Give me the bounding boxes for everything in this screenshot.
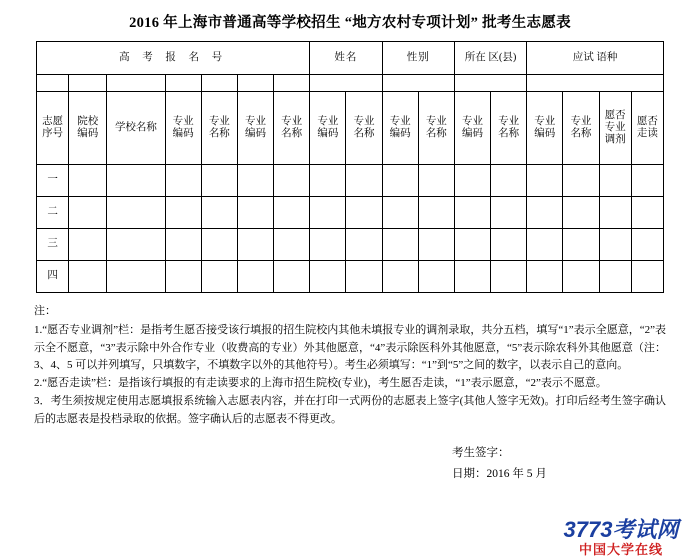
cell-r4-c6[interactable] — [274, 261, 310, 293]
col-head-10-line1: 专业 — [425, 115, 447, 127]
cell-r1-c11[interactable] — [454, 165, 490, 197]
col-head-12-line1: 专业 — [498, 115, 520, 127]
col-head-5 — [237, 92, 273, 165]
col-head-10 — [418, 92, 454, 165]
header-district — [454, 42, 526, 75]
cell-r2-c1[interactable] — [69, 197, 107, 229]
cell-r2-c4[interactable] — [201, 197, 237, 229]
col-head-1-line2: 编码 — [77, 128, 99, 139]
cell-r3-c8[interactable] — [346, 229, 382, 261]
cell-r4-c9[interactable] — [382, 261, 418, 293]
cell-r3-c7[interactable] — [310, 229, 346, 261]
header-district-line1: 所在 — [464, 51, 486, 63]
notes-section — [34, 303, 666, 429]
cell-r3-c11[interactable] — [454, 229, 490, 261]
cell-r2-c16[interactable] — [631, 197, 663, 229]
col-head-7-line1: 专业 — [317, 115, 339, 127]
exam-number-boxes-row — [37, 75, 664, 92]
cell-r2-c12[interactable] — [491, 197, 527, 229]
cell-r2-c8[interactable] — [346, 197, 382, 229]
exam-number-box-4[interactable] — [165, 75, 201, 92]
cell-r2-c11[interactable] — [454, 197, 490, 229]
col-head-6-line2: 名称 — [281, 128, 303, 139]
cell-r3-c14[interactable] — [563, 229, 599, 261]
col-head-16-line2: 走读 — [636, 128, 658, 139]
exam-number-box-1[interactable] — [37, 75, 69, 92]
note-item-3: 3．考生须按规定使用志愿填报系统输入志愿表内容，并在打印一式两份的志愿表上签字(其他人签字无效)。打印后经考生签字确认后的志愿表是投档录取的依据。签字确认后的志愿表不得更改。 — [34, 395, 666, 425]
row-index-4: 四 — [37, 261, 69, 293]
cell-r1-c2[interactable] — [107, 165, 165, 197]
exam-number-box-6[interactable] — [237, 75, 273, 92]
note-item-1: 1.“愿否专业调剂”栏：是指考生愿否接受该行填报的招生院校内其他未填报专业的调剂录取，共分五档，填写“1”表示全愿意，“2”表示全不愿意，“3”表示除中外合作专业（收费高的专业）外其他愿意，“4”表示除医科外其他愿意，“5”表示除农科外其他愿意（注：3、4、5 可以并列填写，只填数字，不填数字以外的其他符号）。考生必须填写：“1”到“5”之间的数字，以表示自己的意向。 — [34, 323, 666, 372]
cell-r4-c3[interactable] — [165, 261, 201, 293]
cell-r2-c14[interactable] — [563, 197, 599, 229]
col-head-5-line2: 编码 — [244, 128, 266, 139]
col-head-15 — [599, 92, 631, 165]
header-gender: 性别 — [382, 42, 454, 75]
cell-r2-c10[interactable] — [418, 197, 454, 229]
cell-r2-c7[interactable] — [310, 197, 346, 229]
col-head-5-line1: 专业 — [244, 115, 266, 127]
col-head-10-line2: 名称 — [425, 128, 447, 139]
col-head-0-line2: 序号 — [42, 128, 64, 139]
watermark-top — [546, 519, 696, 541]
col-head-3 — [165, 92, 201, 165]
table-row — [37, 165, 664, 197]
cell-r4-c15[interactable] — [599, 261, 631, 293]
cell-r2-c5[interactable] — [237, 197, 273, 229]
col-head-4-line1: 专业 — [208, 115, 230, 127]
watermark — [546, 519, 696, 558]
watermark-top-text: 考试网 — [612, 517, 679, 543]
cell-r3-c4[interactable] — [201, 229, 237, 261]
cell-r2-c6[interactable] — [274, 197, 310, 229]
cell-r3-c6[interactable] — [274, 229, 310, 261]
cell-r4-c8[interactable] — [346, 261, 382, 293]
cell-r1-c13[interactable] — [527, 165, 563, 197]
header-language — [527, 42, 664, 75]
col-head-15-line2: 调剂 — [604, 134, 626, 146]
col-head-12 — [491, 92, 527, 165]
cell-r1-c8[interactable] — [346, 165, 382, 197]
header-language-line1: 应试 — [572, 51, 594, 63]
cell-r4-c11[interactable] — [454, 261, 490, 293]
cell-r3-c16[interactable] — [631, 229, 663, 261]
col-head-12-line2: 名称 — [498, 128, 520, 139]
candidate-signature-label: 考生签字： — [452, 446, 510, 459]
cell-r4-c7[interactable] — [310, 261, 346, 293]
row-index-3: 三 — [37, 229, 69, 261]
col-head-7-line2: 编码 — [317, 128, 339, 139]
cell-r3-c1[interactable] — [69, 229, 107, 261]
gender-value-cell[interactable] — [382, 75, 454, 92]
cell-r4-c16[interactable] — [631, 261, 663, 293]
row-index-2: 二 — [37, 197, 69, 229]
cell-r3-c12[interactable] — [491, 229, 527, 261]
col-head-6 — [274, 92, 310, 165]
cell-r3-c13[interactable] — [527, 229, 563, 261]
cell-r4-c10[interactable] — [418, 261, 454, 293]
col-head-11 — [454, 92, 490, 165]
cell-r1-c3[interactable] — [165, 165, 201, 197]
header-district-line2: 区(县) — [488, 51, 517, 63]
cell-r1-c16[interactable] — [631, 165, 663, 197]
col-head-11-line2: 编码 — [461, 128, 483, 139]
cell-r1-c15[interactable] — [599, 165, 631, 197]
row-index-1: 一 — [37, 165, 69, 197]
cell-r2-c3[interactable] — [165, 197, 201, 229]
col-head-13 — [527, 92, 563, 165]
table-row — [37, 229, 664, 261]
col-head-16-line1: 愿否 — [636, 115, 658, 127]
cell-r4-c4[interactable] — [201, 261, 237, 293]
col-head-0-line1: 志愿 — [42, 115, 64, 127]
col-head-1-line1: 院校 — [77, 115, 99, 127]
col-head-11-line1: 专业 — [461, 115, 483, 127]
cell-r3-c10[interactable] — [418, 229, 454, 261]
page-title: 2016 年上海市普通高等学校招生 “地方农村专项计划” 批考生志愿表 — [129, 15, 571, 31]
col-head-9 — [382, 92, 418, 165]
col-head-8 — [346, 92, 382, 165]
district-value-cell[interactable] — [454, 75, 526, 92]
cell-r1-c1[interactable] — [69, 165, 107, 197]
notes-heading: 注： — [34, 305, 56, 317]
exam-number-box-5[interactable] — [201, 75, 237, 92]
col-head-14-line2: 名称 — [570, 128, 592, 139]
col-head-13-line1: 专业 — [534, 115, 556, 127]
signature-block — [452, 443, 700, 486]
col-head-3-line2: 编码 — [172, 128, 194, 139]
col-head-4-line2: 名称 — [208, 128, 230, 139]
header-language-line2: 语种 — [596, 51, 618, 63]
col-head-14 — [563, 92, 599, 165]
col-head-14-line1: 专业 — [570, 115, 592, 127]
col-head-16 — [631, 92, 663, 165]
cell-r2-c9[interactable] — [382, 197, 418, 229]
cell-r1-c6[interactable] — [274, 165, 310, 197]
cell-r4-c14[interactable] — [563, 261, 599, 293]
volunteer-form-table — [36, 41, 664, 293]
watermark-bottom-text: 中国大学在线 — [578, 542, 663, 558]
col-head-6-line1: 专业 — [281, 115, 303, 127]
cell-r4-c1[interactable] — [69, 261, 107, 293]
col-head-9-line1: 专业 — [389, 115, 411, 127]
col-head-8-line1: 专业 — [353, 115, 375, 127]
exam-number-box-3[interactable] — [107, 75, 165, 92]
signature-date: 日期：2016 年 5 月 — [452, 467, 547, 480]
cell-r3-c15[interactable] — [599, 229, 631, 261]
cell-r3-c9[interactable] — [382, 229, 418, 261]
col-head-8-line2: 名称 — [353, 128, 375, 139]
header-exam-number: 高 考 报 名 号 — [37, 42, 310, 75]
name-value-cell[interactable] — [310, 75, 382, 92]
cell-r4-c12[interactable] — [491, 261, 527, 293]
col-head-1 — [69, 92, 107, 165]
column-header-row — [37, 92, 664, 165]
language-value-cell[interactable] — [527, 75, 664, 92]
cell-r1-c10[interactable] — [418, 165, 454, 197]
cell-r2-c13[interactable] — [527, 197, 563, 229]
cell-r4-c5[interactable] — [237, 261, 273, 293]
col-head-2-line1: 学校名称 — [114, 121, 157, 133]
header-name: 姓名 — [310, 42, 382, 75]
cell-r1-c14[interactable] — [563, 165, 599, 197]
col-head-2 — [107, 92, 165, 165]
cell-r1-c4[interactable] — [201, 165, 237, 197]
cell-r1-c5[interactable] — [237, 165, 273, 197]
cell-r2-c15[interactable] — [599, 197, 631, 229]
cell-r1-c9[interactable] — [382, 165, 418, 197]
col-head-13-line2: 编码 — [534, 128, 556, 139]
col-head-3-line1: 专业 — [172, 115, 194, 127]
cell-r4-c13[interactable] — [527, 261, 563, 293]
note-item-2: 2.“愿否走读”栏：是指该行填报的有走读要求的上海市招生院校(专业)，考生愿否走读，“1”表示愿意，“2”表示不愿意。 — [34, 377, 607, 390]
cell-r3-c5[interactable] — [237, 229, 273, 261]
col-head-15-line1: 愿否专业 — [604, 109, 626, 133]
cell-r1-c7[interactable] — [310, 165, 346, 197]
cell-r2-c2[interactable] — [107, 197, 165, 229]
col-head-0 — [37, 92, 69, 165]
table-row — [37, 261, 664, 293]
cell-r3-c3[interactable] — [165, 229, 201, 261]
cell-r3-c2[interactable] — [107, 229, 165, 261]
exam-number-box-2[interactable] — [69, 75, 107, 92]
cell-r4-c2[interactable] — [107, 261, 165, 293]
table-row — [37, 197, 664, 229]
cell-r1-c12[interactable] — [491, 165, 527, 197]
col-head-9-line2: 编码 — [389, 128, 411, 139]
col-head-4 — [201, 92, 237, 165]
exam-number-box-7[interactable] — [274, 75, 310, 92]
col-head-7 — [310, 92, 346, 165]
watermark-number: 3773 — [563, 517, 613, 543]
